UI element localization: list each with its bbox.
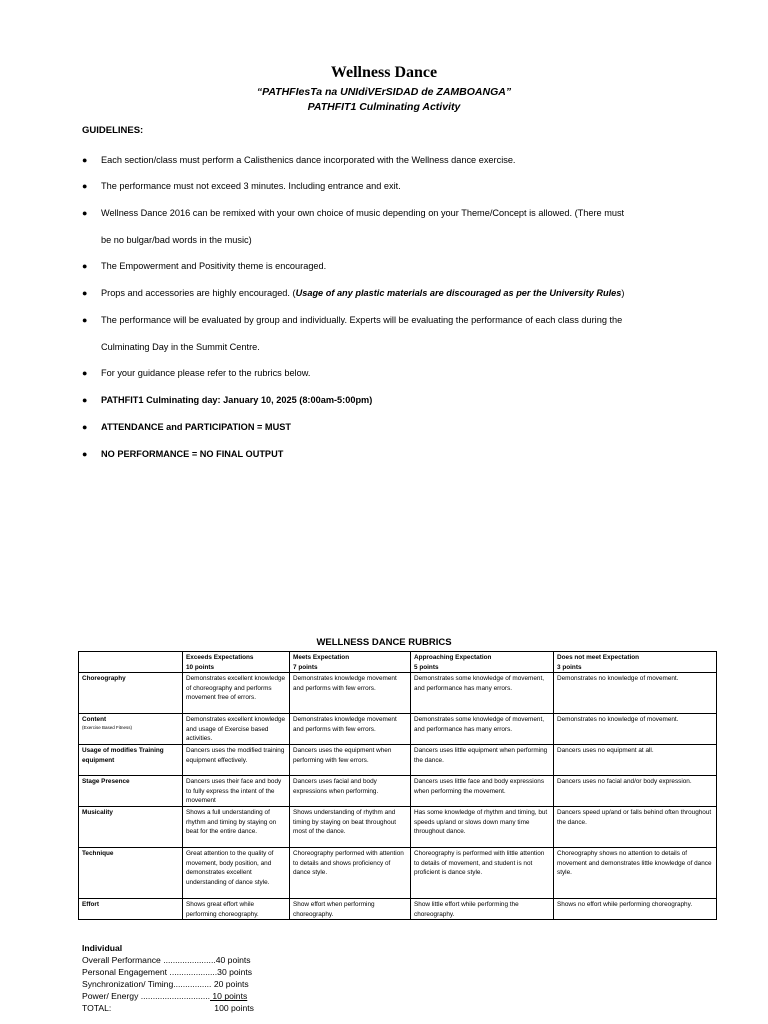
attendance-text: ATTENDANCE and PARTICIPATION = MUST <box>101 422 291 432</box>
criterion-header <box>79 652 183 673</box>
rubric-table <box>78 651 717 920</box>
bullet-icon: ● <box>82 155 88 165</box>
guideline-text: The performance must not exceed 3 minutes. Including entrance and exit. <box>101 181 401 191</box>
rubric-cell: Demonstrates no knowledge of movement. <box>554 673 717 714</box>
column-label: Meets Expectation <box>293 654 350 661</box>
rubric-cell: Dancers uses little face and body expressions when performing the movement. <box>411 775 554 806</box>
guidelines-heading: GUIDELINES: <box>82 125 144 136</box>
culminating-day-text: PATHFIT1 Culminating day: January 10, 2025 (8:00am-5:00pm) <box>101 395 373 405</box>
table-row <box>79 847 717 898</box>
guideline-item <box>82 421 702 433</box>
table-row <box>79 714 717 745</box>
bullet-icon: ● <box>82 422 88 432</box>
rubric-cell: Dancers uses the equipment when performing with few errors. <box>290 744 411 775</box>
table-row <box>79 673 717 714</box>
criterion-cell: Effort <box>79 898 183 919</box>
guideline-item <box>82 154 702 166</box>
rubric-cell: Demonstrates no knowledge of movement. <box>554 714 717 745</box>
rubric-cell: Show little effort while performing the choreography. <box>411 898 554 919</box>
guideline-text-close: ) <box>621 288 625 298</box>
rubric-header-row <box>79 652 717 673</box>
score-line: Overall Performance ......................40 points <box>82 955 251 966</box>
guideline-item <box>82 367 702 379</box>
score-label: Power/ Energy ............................. <box>82 991 210 1002</box>
rubric-cell: Has some knowledge of rhythm and timing, but speeds up/and or slows down many time throughout dance. <box>411 806 554 847</box>
column-points: 3 points <box>557 663 582 671</box>
column-header <box>290 652 411 673</box>
rubric-cell: Dancers uses little equipment when performing the dance. <box>411 744 554 775</box>
bullet-icon: ● <box>82 261 88 271</box>
rubric-cell: Demonstrates knowledge movement and performs with few errors. <box>290 714 411 745</box>
rubric-cell: Choreography shows no attention to details of movement and demonstrates little knowledge of dance style. <box>554 847 717 898</box>
guideline-item <box>82 394 702 406</box>
column-header <box>411 652 554 673</box>
rubric-cell: Great attention to the quality of movement, body position, and demonstrates excellent understanding of dance style. <box>183 847 290 898</box>
rubric-cell: Shows no effort while performing choreography. <box>554 898 717 919</box>
table-row <box>79 744 717 775</box>
criterion-cell: Technique <box>79 847 183 898</box>
guideline-text: The performance will be evaluated by group and individually. Experts will be evaluating the performance of each class during the <box>101 315 623 325</box>
document-title: Wellness Dance <box>330 64 438 81</box>
bullet-icon: ● <box>82 181 88 191</box>
guideline-item <box>82 207 702 245</box>
table-row <box>79 806 717 847</box>
rubric-cell: Demonstrates excellent knowledge and usage of Exercise based activities. <box>183 714 290 745</box>
bullet-icon: ● <box>82 315 88 325</box>
table-row <box>79 775 717 806</box>
column-header <box>183 652 290 673</box>
guideline-item <box>82 448 702 460</box>
criterion-cell: Usage of modifies Training equipment <box>79 744 183 775</box>
column-points: 7 points <box>293 663 318 671</box>
rubric-cell: Choreography is performed with little attention to details of movement, and student is not proficient is dance style. <box>411 847 554 898</box>
rubric-cell: Demonstrates some knowledge of movement, and performance has many errors. <box>411 673 554 714</box>
score-line: Personal Engagement ....................30 points <box>82 967 253 978</box>
rubric-cell: Dancers uses no equipment at all. <box>554 744 717 775</box>
table-row <box>79 898 717 919</box>
rubric-cell: Demonstrates some knowledge of movement, and performance has many errors. <box>411 714 554 745</box>
individual-heading: Individual <box>82 943 123 953</box>
column-label: Does not meet Expectation <box>557 654 640 661</box>
score-value-underlined: 10 points <box>210 991 248 1002</box>
rubric-cell: Shows a full understanding of rhythm and timing by staying on beat for the entire dance. <box>183 806 290 847</box>
bullet-icon: ● <box>82 449 88 459</box>
bullet-icon: ● <box>82 208 88 218</box>
total-label: TOTAL: <box>82 1003 112 1014</box>
no-performance-text: NO PERFORMANCE = NO FINAL OUTPUT <box>101 449 284 459</box>
guideline-item <box>82 314 702 352</box>
rubrics-title: WELLNESS DANCE RUBRICS <box>316 637 452 648</box>
rubric-cell: Dancers uses the modified training equipment effectively. <box>183 744 290 775</box>
criterion-cell <box>79 714 183 745</box>
criterion-cell: Stage Presence <box>79 775 183 806</box>
total-value: 100 points <box>214 1003 254 1014</box>
bullet-icon: ● <box>82 368 88 378</box>
bullet-icon: ● <box>82 395 88 405</box>
criterion-note: (Exercise Based Fitness) <box>82 724 133 730</box>
rubric-cell: Dancers uses no facial and/or body expression. <box>554 775 717 806</box>
guideline-item <box>82 260 702 272</box>
rubric-cell: Choreography performed with attention to details and shows proficiency of dance style. <box>290 847 411 898</box>
plastic-rule-emphasis: Usage of any plastic materials are discouraged as per the University Rules <box>295 288 622 298</box>
rubric-cell: Shows understanding of rhythm and timing by staying on beat throughout most of the dance. <box>290 806 411 847</box>
guideline-text: The Empowerment and Positivity theme is encouraged. <box>101 261 327 271</box>
score-line: Synchronization/ Timing................ 20 points <box>82 979 249 990</box>
column-points: 5 points <box>414 663 439 671</box>
bullet-icon: ● <box>82 288 88 298</box>
guideline-text: For your guidance please refer to the rubrics below. <box>101 368 311 378</box>
score-line <box>82 990 254 1002</box>
column-points: 10 points <box>186 663 215 671</box>
guideline-text: Wellness Dance 2016 can be remixed with your own choice of music depending on your Theme/Concept is allowed. (There must <box>101 208 625 218</box>
rubric-cell: Dancers uses facial and body expressions when performing. <box>290 775 411 806</box>
guideline-text-continued: Culminating Day in the Summit Centre. <box>101 342 260 352</box>
column-label: Exceeds Expectations <box>186 654 254 661</box>
individual-scoring <box>82 942 254 1015</box>
total-line <box>82 1002 254 1014</box>
guideline-text-continued: be no bulgar/bad words in the music) <box>101 235 252 245</box>
rubric-cell: Show effort when performing choreography. <box>290 898 411 919</box>
column-label: Approaching Expectation <box>414 654 492 661</box>
criterion-label: Content <box>82 716 107 724</box>
guideline-item <box>82 287 702 299</box>
document-subtitle: “PATHFIesTa na UNIdiVErSIDAD de ZAMBOANGA” <box>256 86 512 98</box>
guideline-text: Each section/class must perform a Calisthenics dance incorporated with the Wellness dance exercise. <box>101 155 516 165</box>
criterion-cell: Musicality <box>79 806 183 847</box>
rubric-cell: Dancers speed up/and or falls behind often throughout the dance. <box>554 806 717 847</box>
rubric-cell: Demonstrates knowledge movement and performs with few errors. <box>290 673 411 714</box>
rubric-cell: Demonstrates excellent knowledge of choreography and performs movement free of errors. <box>183 673 290 714</box>
guideline-text: Props and accessories are highly encouraged. ( <box>101 288 296 298</box>
rubric-cell: Shows great effort while performing choreography. <box>183 898 290 919</box>
activity-subtitle: PATHFIT1 Culminating Activity <box>307 101 461 113</box>
criterion-cell: Choreography <box>79 673 183 714</box>
guideline-item <box>82 180 702 192</box>
rubric-cell: Dancers uses their face and body to fully express the intent of the movement <box>183 775 290 806</box>
column-header <box>554 652 717 673</box>
